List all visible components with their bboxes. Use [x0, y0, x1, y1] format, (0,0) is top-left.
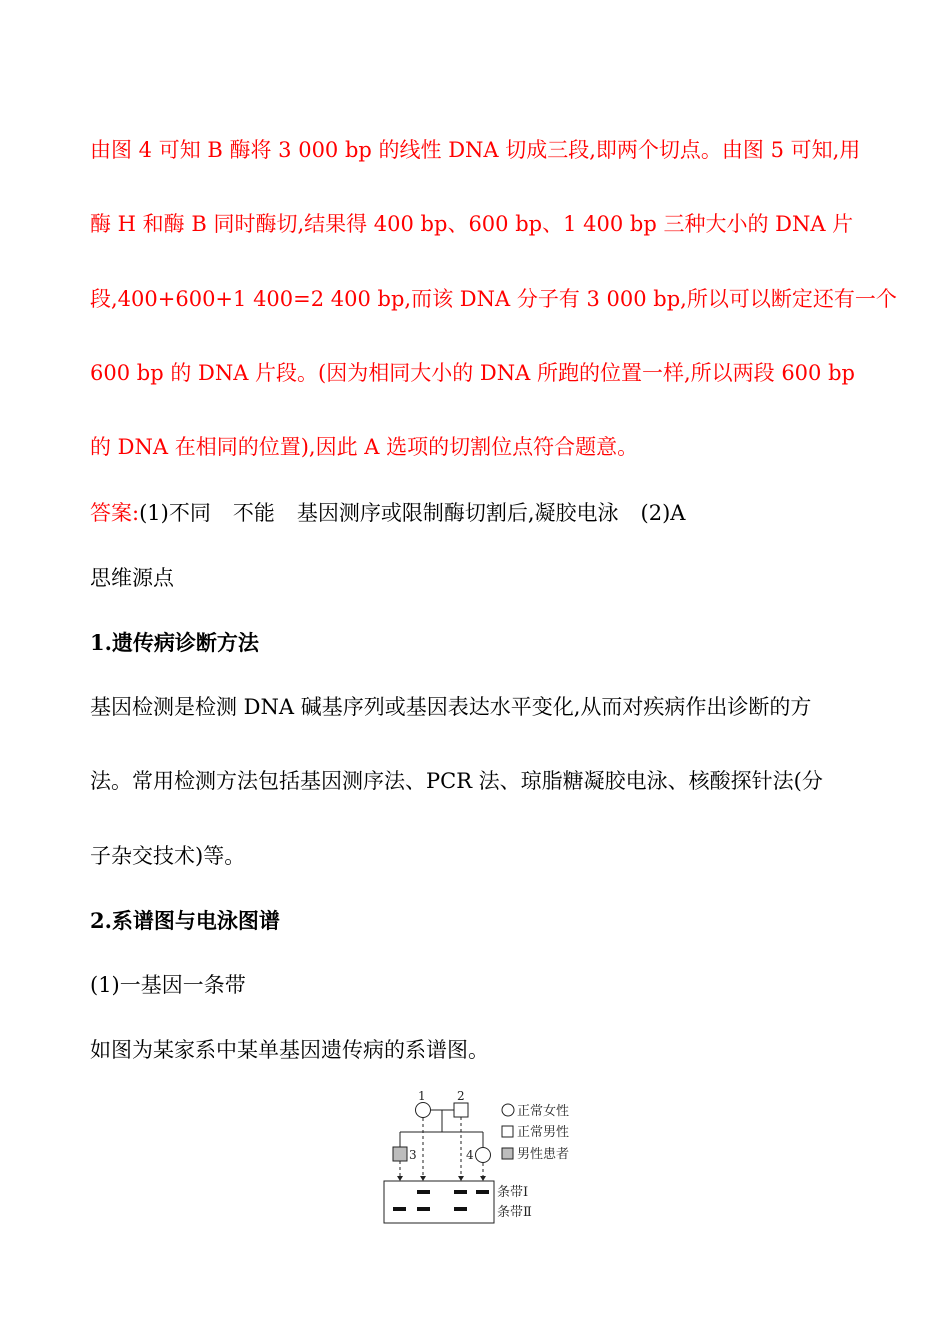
heading-diagnosis-methods: 1.遗传病诊断方法: [90, 630, 259, 655]
explanation-line-5: 的 DNA 在相同的位置),因此 A 选项的切割位点符合题意。: [90, 435, 639, 459]
legend-male-icon: [502, 1126, 513, 1137]
answer-line: [90, 499, 685, 527]
para2: 如图为某家系中某单基因遗传病的系谱图。: [90, 1038, 489, 1062]
legend-affected-male-icon: [502, 1148, 513, 1159]
heading-pedigree-electrophoresis: 2.系谱图与电泳图谱: [90, 908, 280, 933]
explanation-line-3: 段,400+600+1 400=2 400 bp,而该 DNA 分子有 3 000 bp,所以可以断定还有一个: [90, 287, 897, 311]
band-4-upper: [476, 1190, 489, 1194]
band-1-upper: [417, 1190, 430, 1194]
arrowhead-2: [458, 1176, 464, 1181]
member-1-normal-female: [416, 1103, 431, 1118]
member-2-normal-male: [454, 1103, 468, 1117]
explanation-line-1: 由图 4 可知 B 酶将 3 000 bp 的线性 DNA 切成三段,即两个切点。由图 5 可知,用: [90, 138, 861, 162]
band-1-lower: [417, 1207, 430, 1211]
member-3-affected-male: [393, 1147, 407, 1161]
band-label-2: 条带Ⅱ: [497, 1205, 532, 1220]
band-3-lower: [393, 1207, 406, 1211]
para1-line-2: 法。常用检测方法包括基因测序法、PCR 法、琼脂糖凝胶电泳、核酸探针法(分: [90, 769, 823, 793]
gel-box: [384, 1181, 494, 1223]
legend-female-icon: [502, 1104, 514, 1116]
legend-affected-male: 男性患者: [517, 1147, 570, 1162]
arrowhead-3: [397, 1176, 403, 1181]
answer-part-3: 基因测序或限制酶切割后,凝胶电泳: [296, 501, 619, 525]
section-title: 思维源点: [90, 566, 174, 590]
subheading-one-gene-one-band: (1)一基因一条带: [90, 973, 246, 997]
member-number-1: 1: [418, 1089, 426, 1103]
answer-label: 答案:: [90, 501, 140, 525]
arrowhead-1: [420, 1176, 426, 1181]
para1-line-1: 基因检测是检测 DNA 碱基序列或基因表达水平变化,从而对疾病作出诊断的方: [90, 695, 812, 719]
pedigree-figure: [380, 1085, 580, 1230]
answer-part-4: (2)A: [640, 501, 686, 525]
legend-normal-female: 正常女性: [517, 1104, 570, 1119]
explanation-line-2: 酶 H 和酶 B 同时酶切,结果得 400 bp、600 bp、1 400 bp 三种大小的 DNA 片: [90, 212, 854, 236]
member-4-normal-female: [476, 1148, 491, 1163]
explanation-line-4: 600 bp 的 DNA 片段。(因为相同大小的 DNA 所跑的位置一样,所以两段 600 bp: [90, 361, 855, 385]
answer-part-2: 不能: [232, 501, 275, 525]
band-label-1: 条带Ⅰ: [497, 1185, 529, 1200]
member-number-4: 4: [466, 1148, 474, 1162]
answer-part-1: (1)不同: [139, 501, 211, 525]
band-2-lower: [454, 1207, 467, 1211]
member-number-3: 3: [409, 1148, 417, 1162]
member-number-2: 2: [457, 1089, 465, 1103]
band-2-upper: [454, 1190, 467, 1194]
legend-normal-male: 正常男性: [517, 1125, 570, 1140]
para1-line-3: 子杂交技术)等。: [90, 844, 246, 868]
arrowhead-4: [480, 1176, 486, 1181]
